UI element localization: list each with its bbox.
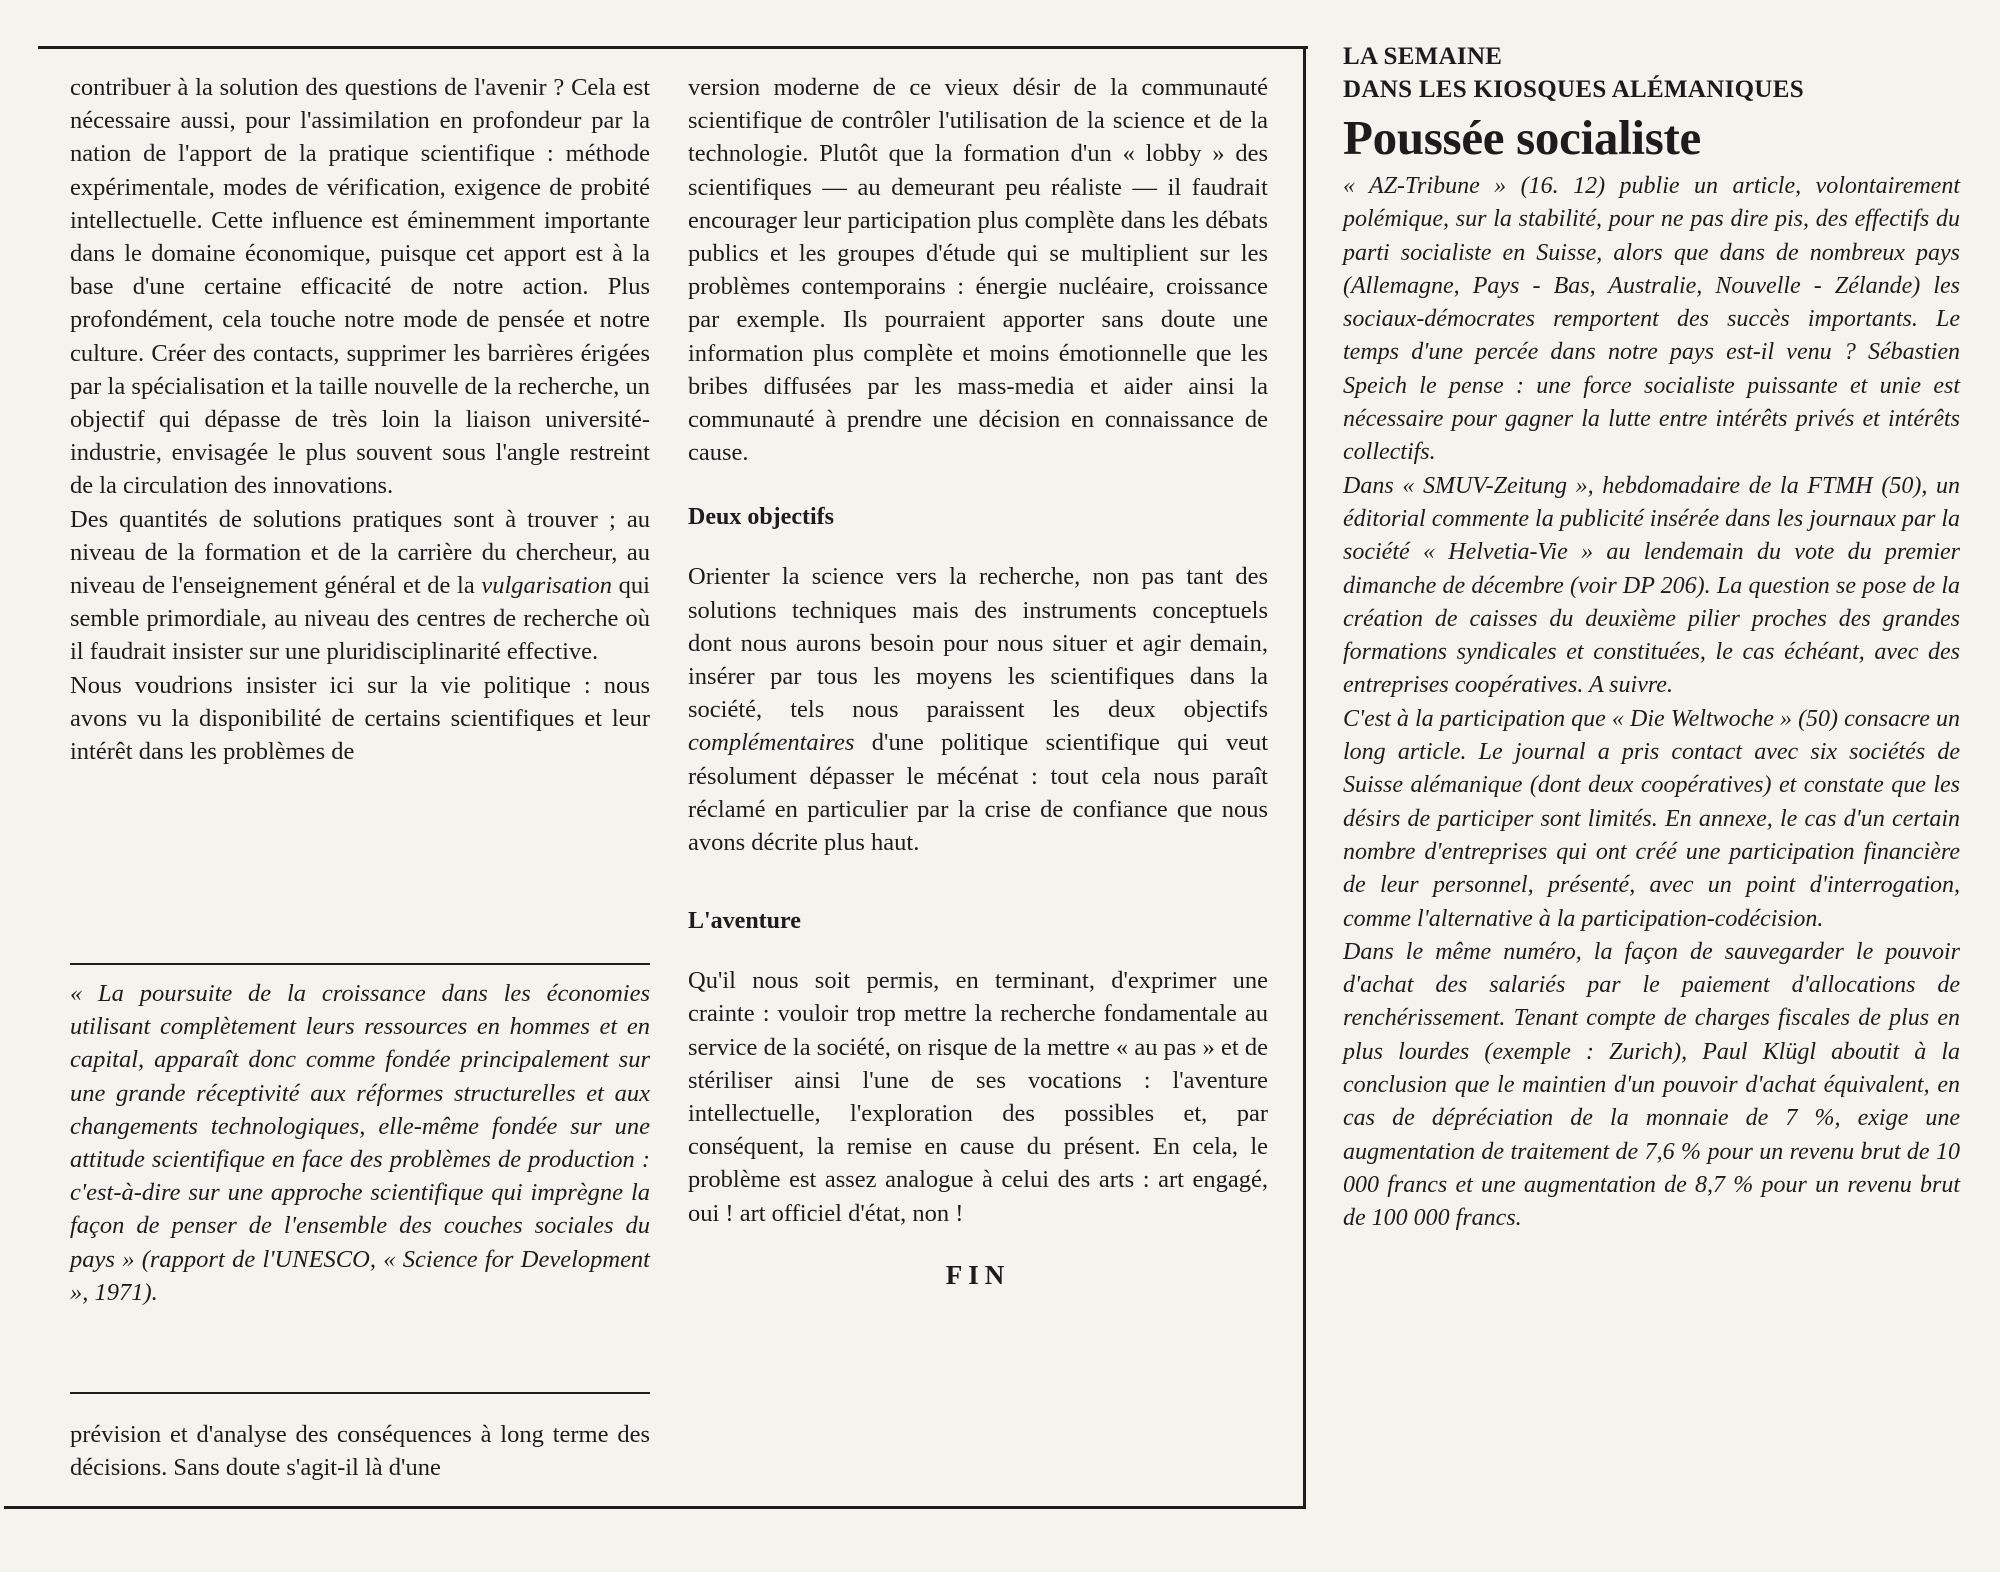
- emphasis: complémentaires: [688, 729, 855, 757]
- headline: Poussée socialiste: [1343, 110, 1701, 165]
- right-frame-rule: [1303, 46, 1306, 1508]
- quote-bottom-rule: [70, 1392, 650, 1394]
- quote-top-rule: [70, 963, 650, 965]
- top-frame-rule: [38, 46, 1308, 49]
- paragraph: Dans « SMUV-Zeitung », hebdomadaire de la FTMH (50), un éditorial commente la publicité insérée dans les journaux par la société « Helvetia-Vie » au lendemain du vote du premier dimanche de décembre (voir DP 206). La question se pose de la création de caisses du deuxième pilier proches des grandes formations syndicales et constituées, le cas échéant, avec des entreprises coopératives. A suivre.: [1343, 472, 1960, 699]
- paragraph: Dans le même numéro, la façon de sauvegarder le pouvoir d'achat des salariés par le paiement d'allocations de renchérissement. Tenant compte de charges fiscales de plus en plus lourdes (exemple : Zurich), Paul Klügl aboutit à la conclusion que le maintien d'un pouvoir d'achat équivalent, en cas de dépréciation de la monnaie de 7 %, exige une augmentation de traitement de 7,6 % pour un revenu brut de 10 000 francs et une augmentation de 8,7 % pour un revenu brut de 100 000 francs.: [1343, 938, 1960, 1232]
- column-left: [70, 71, 650, 768]
- paragraph: Nous voudrions insister ici sur la vie politique : nous avons vu la disponibilité de certains scientifiques et leur intérêt dans les problèmes de: [70, 671, 650, 766]
- subheading-aventure: L'aventure: [688, 908, 801, 935]
- emphasis: vulgarisation: [481, 572, 613, 600]
- paragraph: C'est à la participation que « Die Weltwoche » (50) consacre un long article. Le journal a pris contact avec six sociétés de Suisse alémanique (dont deux coopératives) et constate que les désirs de participer sont limités. En annexe, le cas d'un certain nombre d'entreprises qui ont créé une participation financière de leur personnel, présenté, avec un point d'interrogation, comme l'alternative à la participation-codécision.: [1343, 705, 1960, 932]
- bottom-frame-rule: [4, 1506, 1306, 1509]
- subheading-deux-objectifs: Deux objectifs: [688, 504, 834, 531]
- paragraph: prévision et d'analyse des conséquences à long terme des décisions. Sans doute s'agit-il là d'une: [70, 1421, 650, 1482]
- paragraph: Orienter la science vers la recherche, non pas tant des solutions techniques mais des instruments conceptuels dont nous aurons besoin pour nous situer et agir demain, insérer par tous les moyens les scientifiques dans la société, tels nous paraissent les deux objectifs complémentaires d'une politique scientifique qui veut résolument dépasser le mécénat : tout cela nous paraît réclamé en particulier par la crise de confiance que nous avons décrite plus haut.: [688, 563, 1268, 857]
- column-left-tail: [70, 1418, 650, 1484]
- column-right: [1343, 40, 1960, 1236]
- column-middle: [688, 71, 1268, 1291]
- paragraph: contribuer à la solution des questions de l'avenir ? Cela est nécessaire aussi, pour l'assimilation en profondeur par la nation de l'apport de la pratique scientifique : méthode expérimentale, modes de vérification, exigence de probité intellectuelle. Cette influence est éminemment importante dans le domaine économique, puisque cet apport est à la base d'une certaine efficacité de notre action. Plus profondément, cela touche notre mode de pensée et notre culture. Créer des contacts, supprimer les barrières érigées par la spécialisation et la taille nouvelle de la recherche, un objectif qui dépasse de très loin la liaison université-industrie, envisagée le plus souvent sous l'angle restreint de la circulation des innovations.: [70, 74, 650, 500]
- section-kicker-line1: LA SEMAINE: [1343, 43, 1503, 70]
- pull-quote-text: « La poursuite de la croissance dans les économies utilisant complètement leurs ressources en hommes et en capital, apparaît donc comme fondée principalement sur une grande réceptivité aux réformes structurelles et aux changements technologiques, elle-même fondée sur une attitude scientifique en face des problèmes de production : c'est-à-dire sur une approche scientifique qui imprègne la façon de penser de l'ensemble des couches sociales du pays » (rapport de l'UNESCO, « Science for Development », 1971).: [70, 980, 650, 1306]
- paragraph: version moderne de ce vieux désir de la communauté scientifique de contrôler l'utilisation de la science et de la technologie. Plutôt que la formation d'un « lobby » des scientifiques — au demeurant peu réaliste — il faudrait encourager leur participation plus complète dans les débats publics et les groupes d'étude qui se multiplient sur les problèmes contemporains : énergie nucléaire, croissance par exemple. Ils pourraient apporter sans doute une information plus complète et moins émotionnelle que les bribes diffusées par les mass-media et aider ainsi la communauté à prendre une décision en connaissance de cause.: [688, 74, 1268, 467]
- paragraph: « AZ-Tribune » (16. 12) publie un article, volontairement polémique, sur la stabilité, pour ne pas dire pis, des effectifs du parti socialiste en Suisse, alors que dans de nombreux pays (Allemagne, Pays - Bas, Australie, Nouvelle - Zélande) les sociaux-démocrates remportent des succès importants. Le temps d'une percée dans notre pays est-il venu ? Sébastien Speich le pense : une force socialiste puissante et unie est nécessaire pour gagner la lutte entre intérêts privés et intérêts collectifs.: [1343, 173, 1960, 466]
- section-kicker-line2: DANS LES KIOSQUES ALÉMANIQUES: [1343, 76, 1804, 103]
- paragraph: Qu'il nous soit permis, en terminant, d'exprimer une crainte : vouloir trop mettre la recherche fondamentale au service de la société, on risque de la mettre « au pas » et de stériliser ainsi l'une de ses vocations : l'aventure intellectuelle, l'exploration des possibles et, par conséquent, la remise en cause du présent. En cela, le problème est assez analogue à celui des arts : art engagé, oui ! art officiel d'état, non !: [688, 967, 1268, 1227]
- pull-quote: [70, 977, 650, 1309]
- paragraph: Des quantités de solutions pratiques sont à trouver ; au niveau de la formation et de la carrière du chercheur, au niveau de l'enseignement général et de la vulgarisation qui semble primordiale, au niveau des centres de recherche où il faudrait insister sur une pluridisciplinarité effective.: [70, 505, 650, 666]
- end-mark: FIN: [945, 1259, 1011, 1290]
